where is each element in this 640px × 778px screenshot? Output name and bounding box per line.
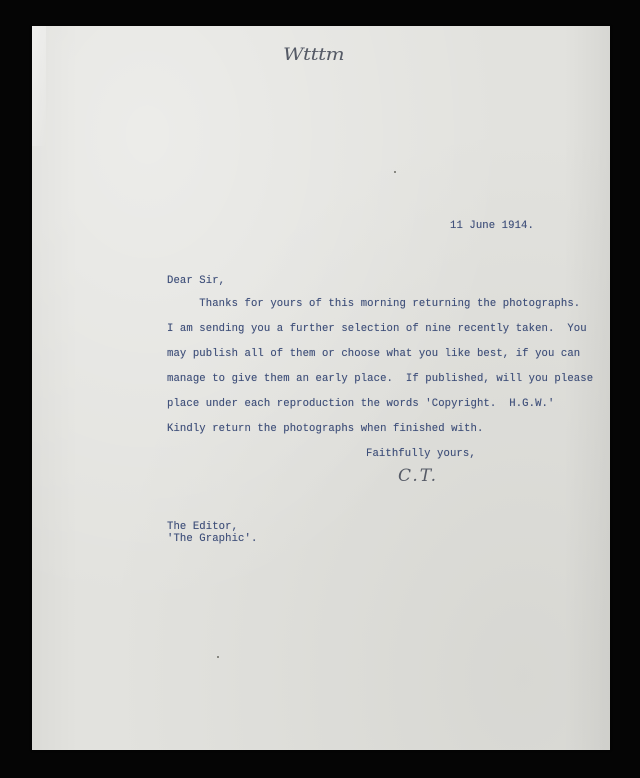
closing: Faithfully yours, (366, 448, 476, 460)
letter-date: 11 June 1914. (450, 220, 534, 232)
signature-initials: C.T. (398, 466, 439, 486)
paper-speck (217, 656, 219, 658)
body-line: may publish all of them or choose what you like best, if you can (167, 348, 581, 360)
paper-speck (394, 171, 396, 173)
recipient-line: The Editor, (167, 521, 239, 533)
body-line: Thanks for yours of this morning returning the photographs. (167, 298, 581, 310)
salutation: Dear Sir, (167, 275, 226, 287)
letter-page (32, 26, 610, 750)
body-line: I am sending you a further selection of nine recently taken. You (167, 323, 587, 335)
body-line: Kindly return the photographs when finished with. (167, 423, 484, 435)
body-line: place under each reproduction the words 'Copyright. H.G.W.' (167, 398, 555, 410)
body-line: manage to give them an early place. If published, will you please (167, 373, 594, 385)
page-fold-shading (32, 26, 46, 146)
handwritten-annotation: Wtttm (283, 43, 345, 65)
recipient-line: 'The Graphic'. (167, 533, 258, 545)
